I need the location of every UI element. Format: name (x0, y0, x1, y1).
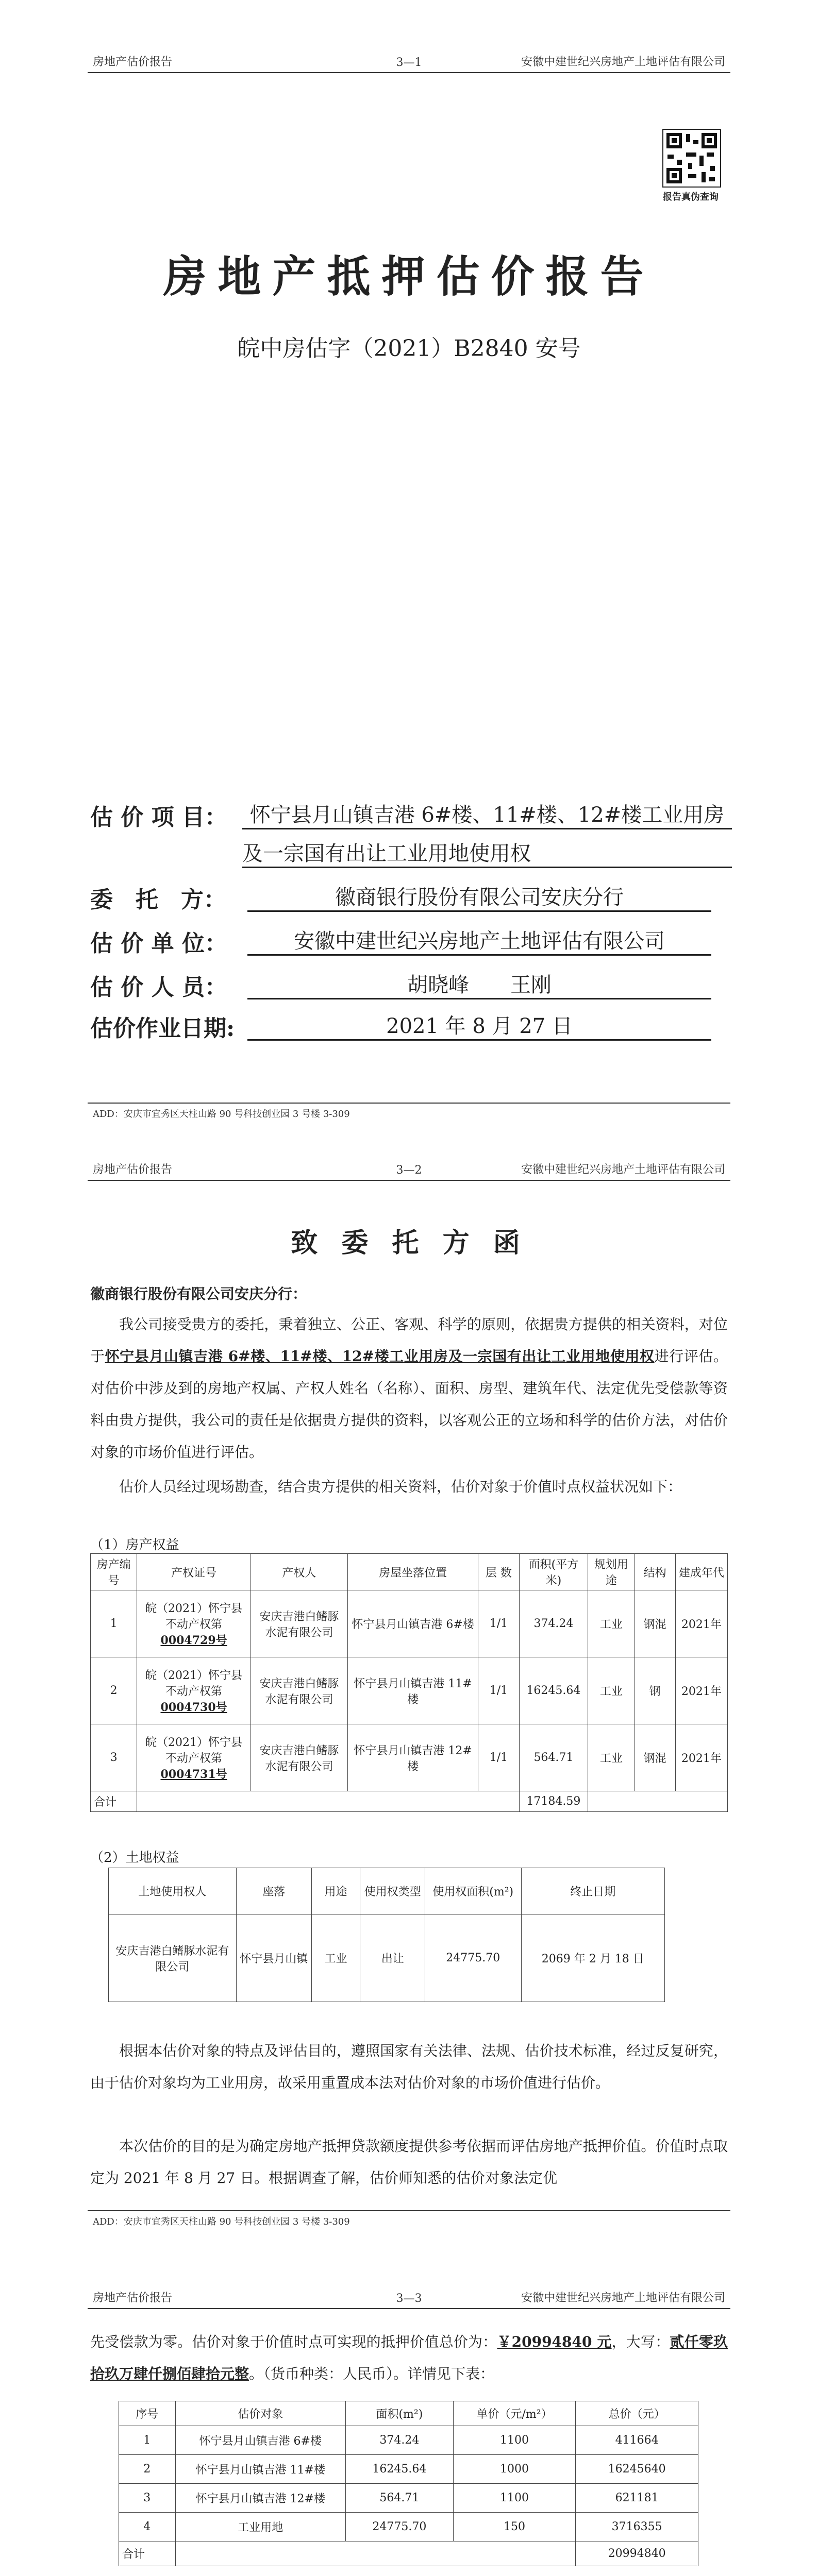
header-right: 安徽中建世纪兴房地产土地评估有限公司 (521, 1163, 725, 1176)
cell: 1 (91, 1590, 137, 1657)
header-page-number: 3—1 (396, 56, 422, 69)
col-header: 土地使用权人 (109, 1868, 237, 1914)
cell: 374.24 (346, 2426, 454, 2455)
page-footer (88, 1103, 730, 1120)
house-caption: （1）房产权益 (90, 1537, 179, 1553)
cell: 怀宁县月山镇吉港 12#楼 (175, 2484, 345, 2513)
cell: 1100 (453, 2484, 575, 2513)
appraisers-label: 估 价 人 员： (90, 974, 227, 1001)
cell: 钢 (635, 1657, 675, 1724)
header-left: 房地产估价报告 (93, 1163, 173, 1176)
col-header: 用途 (311, 1868, 360, 1914)
page-footer (88, 2210, 730, 2228)
letter-para-5 (90, 2326, 728, 2390)
house-rights-table (90, 1553, 728, 1812)
cell: 17184.59 (519, 1791, 588, 1812)
appraiser-org-label: 估 价 单 位： (90, 930, 227, 957)
header-left: 房地产估价报告 (93, 2292, 173, 2304)
cert-number: 0004729号 (160, 1634, 227, 1647)
cell: 安庆吉港白鳍豚水泥有限公司 (251, 1590, 347, 1657)
cell: 怀宁县月山镇吉港 11#楼 (175, 2455, 345, 2484)
para1-c: 进行评估。对估价中涉及到的房地产权属、产权人姓名（名称）、面积、房型、建筑年代、法定优先受偿款等资料由贵方提供，我公司的责任是依据贵方提供的资料，以客观公正的立场和科学的估价方法，对估价对象的市场价值进行评估。 (90, 1348, 728, 1461)
letter-title: 致 委 托 方 函 (291, 1227, 527, 1259)
table-row (109, 1914, 665, 2002)
land-rights-table (108, 1868, 665, 2002)
col-header: 规划用途 (588, 1554, 635, 1590)
cell: 16245.64 (519, 1657, 588, 1724)
cell: 安庆吉港白鳍豚水泥有限公司 (251, 1657, 347, 1724)
cell: 1000 (453, 2455, 575, 2484)
letter-para-3: 根据本估价对象的特点及评估目的，遵照国家有关法律、法规、估价技术标准，经过反复研究，由于估价对象均为工业用房，故采用重置成本法对估价对象的市场价值进行估价。 (90, 2042, 728, 2091)
col-header: 面积(平方米) (519, 1554, 588, 1590)
para5-c: ，大写： (611, 2333, 670, 2350)
cell (175, 2541, 576, 2566)
col-header: 终止日期 (521, 1868, 664, 1914)
cell: 2021年 (675, 1590, 727, 1657)
cell: 411664 (576, 2426, 698, 2455)
cell (137, 1724, 251, 1791)
table-row (91, 1657, 728, 1724)
cell: 1/1 (478, 1724, 519, 1791)
col-header: 使用权类型 (360, 1868, 425, 1914)
cell: 1 (119, 2426, 176, 2455)
letter-para-4: 本次估价的目的是为确定房地产抵押贷款额度提供参考依据而评估房地产抵押价值。价值时点取定为 2021 年 8 月 27 日。根据调查了解，估价师知悉的估价对象法定优 (90, 2138, 728, 2187)
cell (137, 1657, 251, 1724)
page-cover (0, 0, 818, 1139)
qr-caption: 报告真伪查询 (663, 192, 719, 202)
table-row (91, 1724, 728, 1791)
table-header-row (119, 2401, 698, 2426)
cell: 怀宁县月山镇吉港 12#楼 (347, 1724, 478, 1791)
project-label: 估 价 项 目： (90, 804, 227, 831)
cell: 564.71 (519, 1724, 588, 1791)
cell: 20994840 (576, 2541, 698, 2566)
cell: 24775.70 (346, 2513, 454, 2541)
land-caption: （2）土地权益 (90, 1850, 179, 1866)
header-right: 安徽中建世纪兴房地产土地评估有限公司 (521, 56, 725, 69)
table-row (119, 2426, 698, 2455)
cell: 出让 (360, 1914, 425, 2002)
table-total-row (91, 1791, 728, 1812)
cell: 621181 (576, 2484, 698, 2513)
col-header: 产权证号 (137, 1554, 251, 1590)
cert-number: 0004731号 (160, 1768, 227, 1781)
report-number: 皖中房估字（2021）B2840 安号 (237, 335, 581, 362)
para5-e: 。（货币种类：人民币）。详情见下表： (249, 2365, 495, 2382)
cell: 安庆吉港白鳍豚水泥有限公司 (251, 1724, 347, 1791)
cell: 2021年 (675, 1657, 727, 1724)
table-row (119, 2484, 698, 2513)
report-title: 房地产抵押估价报告 (163, 251, 655, 302)
col-header: 结构 (635, 1554, 675, 1590)
cell: 合计 (91, 1791, 137, 1812)
col-header: 房屋坐落位置 (347, 1554, 478, 1590)
total-value-figure: ￥20994840 元 (497, 2333, 612, 2350)
table-total-row (119, 2541, 698, 2566)
appraiser-org-value: 安徽中建世纪兴房地产土地评估有限公司 (247, 925, 711, 956)
letter-addressee: 徽商银行股份有限公司安庆分行： (90, 1285, 307, 1302)
cell: 怀宁县月山镇吉港 6#楼 (175, 2426, 345, 2455)
cell: 2069 年 2 月 18 日 (521, 1914, 664, 2002)
col-header: 面积(m²) (346, 2401, 454, 2426)
para5-a: 先受偿款为零。估价对象于价值时点可实现的抵押价值总价为： (90, 2333, 497, 2350)
cell: 1/1 (478, 1590, 519, 1657)
col-header: 层 数 (478, 1554, 519, 1590)
project-value-line2: 及一宗国有出让工业用地使用权 (242, 837, 732, 868)
cell: 16245.64 (346, 2455, 454, 2484)
cell: 安庆吉港白鳍豚水泥有限公司 (109, 1914, 237, 2002)
col-header: 单价（元/m²） (453, 2401, 575, 2426)
cert-prefix: 皖（2021）怀宁县不动产权第 (145, 1602, 243, 1631)
header-left: 房地产估价报告 (93, 56, 173, 69)
cell: 工业 (588, 1590, 635, 1657)
cell: 工业用地 (175, 2513, 345, 2541)
page-header (88, 1159, 730, 1181)
header-right: 安徽中建世纪兴房地产土地评估有限公司 (521, 2292, 725, 2304)
cell: 4 (119, 2513, 176, 2541)
cell (137, 1590, 251, 1657)
cell: 2 (119, 2455, 176, 2484)
header-page-number: 3—3 (396, 2292, 422, 2305)
client-label: 委 托 方： (90, 887, 226, 913)
cell: 工业 (588, 1724, 635, 1791)
cell: 16245640 (576, 2455, 698, 2484)
cell: 钢混 (635, 1724, 675, 1791)
para1-a: 我公司接受贵方的委托，秉着独立、公正、客观、科学的原则，依据贵方提供的相关资料，对位于 (90, 1316, 728, 1365)
cell: 3716355 (576, 2513, 698, 2541)
cell: 工业 (311, 1914, 360, 2002)
cell (588, 1791, 728, 1812)
appraisers-value: 胡晓峰 王刚 (247, 969, 711, 999)
para1-subject: 怀宁县月山镇吉港 6#楼、11#楼、12#楼工业用房及一宗国有出让工业用地使用权 (105, 1348, 655, 1365)
cell: 2 (91, 1657, 137, 1724)
cert-number: 0004730号 (160, 1701, 227, 1714)
cell: 3 (91, 1724, 137, 1791)
cell: 564.71 (346, 2484, 454, 2513)
date-value: 2021 年 8 月 27 日 (247, 1010, 711, 1041)
header-page-number: 3—2 (396, 1164, 422, 1177)
col-header: 产权人 (251, 1554, 347, 1590)
col-header: 估价对象 (175, 2401, 345, 2426)
footer-address: ADD：安庆市宜秀区天柱山路 90 号科技创业园 3 号楼 3-309 (93, 2216, 350, 2227)
cell: 24775.70 (425, 1914, 521, 2002)
page-header (88, 52, 730, 73)
table-row (119, 2455, 698, 2484)
letter-para-2: 估价人员经过现场勘查，结合贵方提供的相关资料，估价对象于价值时点权益状况如下： (119, 1478, 682, 1495)
cell: 怀宁县月山镇吉港 6#楼 (347, 1590, 478, 1657)
table-header-row (109, 1868, 665, 1914)
project-value-line1: 怀宁县月山镇吉港 6#楼、11#楼、12#楼工业用房 (242, 799, 732, 829)
cell: 1100 (453, 2426, 575, 2455)
valuation-table (119, 2401, 698, 2566)
col-header: 使用权面积(m²) (425, 1868, 521, 1914)
letter-para-1 (90, 1309, 728, 1468)
cell: 工业 (588, 1657, 635, 1724)
col-header: 总价（元） (576, 2401, 698, 2426)
cell: 374.24 (519, 1590, 588, 1657)
qr-code-icon[interactable] (662, 129, 721, 188)
page-letter (0, 1139, 818, 2277)
table-row (119, 2513, 698, 2541)
cell: 怀宁县月山镇 (236, 1914, 311, 2002)
cell: 2021年 (675, 1724, 727, 1791)
col-header: 座落 (236, 1868, 311, 1914)
cell: 1/1 (478, 1657, 519, 1724)
col-header: 房产编号 (91, 1554, 137, 1590)
cert-prefix: 皖（2021）怀宁县不动产权第 (145, 1736, 243, 1765)
table-header-row (91, 1554, 728, 1590)
table-row (91, 1590, 728, 1657)
client-value: 徽商银行股份有限公司安庆分行 (247, 881, 711, 912)
page-letter-continued (0, 2277, 818, 2576)
cell: 怀宁县月山镇吉港 11#楼 (347, 1657, 478, 1724)
total-value-words: 贰仟零玖拾玖万肆仟捌佰肆拾元整 (90, 2333, 728, 2382)
cell: 合计 (119, 2541, 176, 2566)
date-label: 估价作业日期: (90, 1015, 235, 1042)
cell (137, 1791, 519, 1812)
page-header (88, 2287, 730, 2309)
cell: 钢混 (635, 1590, 675, 1657)
cell: 3 (119, 2484, 176, 2513)
cell: 150 (453, 2513, 575, 2541)
col-header: 建成年代 (675, 1554, 727, 1590)
cert-prefix: 皖（2021）怀宁县不动产权第 (145, 1669, 243, 1698)
footer-address: ADD：安庆市宜秀区天柱山路 90 号科技创业园 3 号楼 3-309 (93, 1109, 350, 1120)
col-header: 序号 (119, 2401, 176, 2426)
